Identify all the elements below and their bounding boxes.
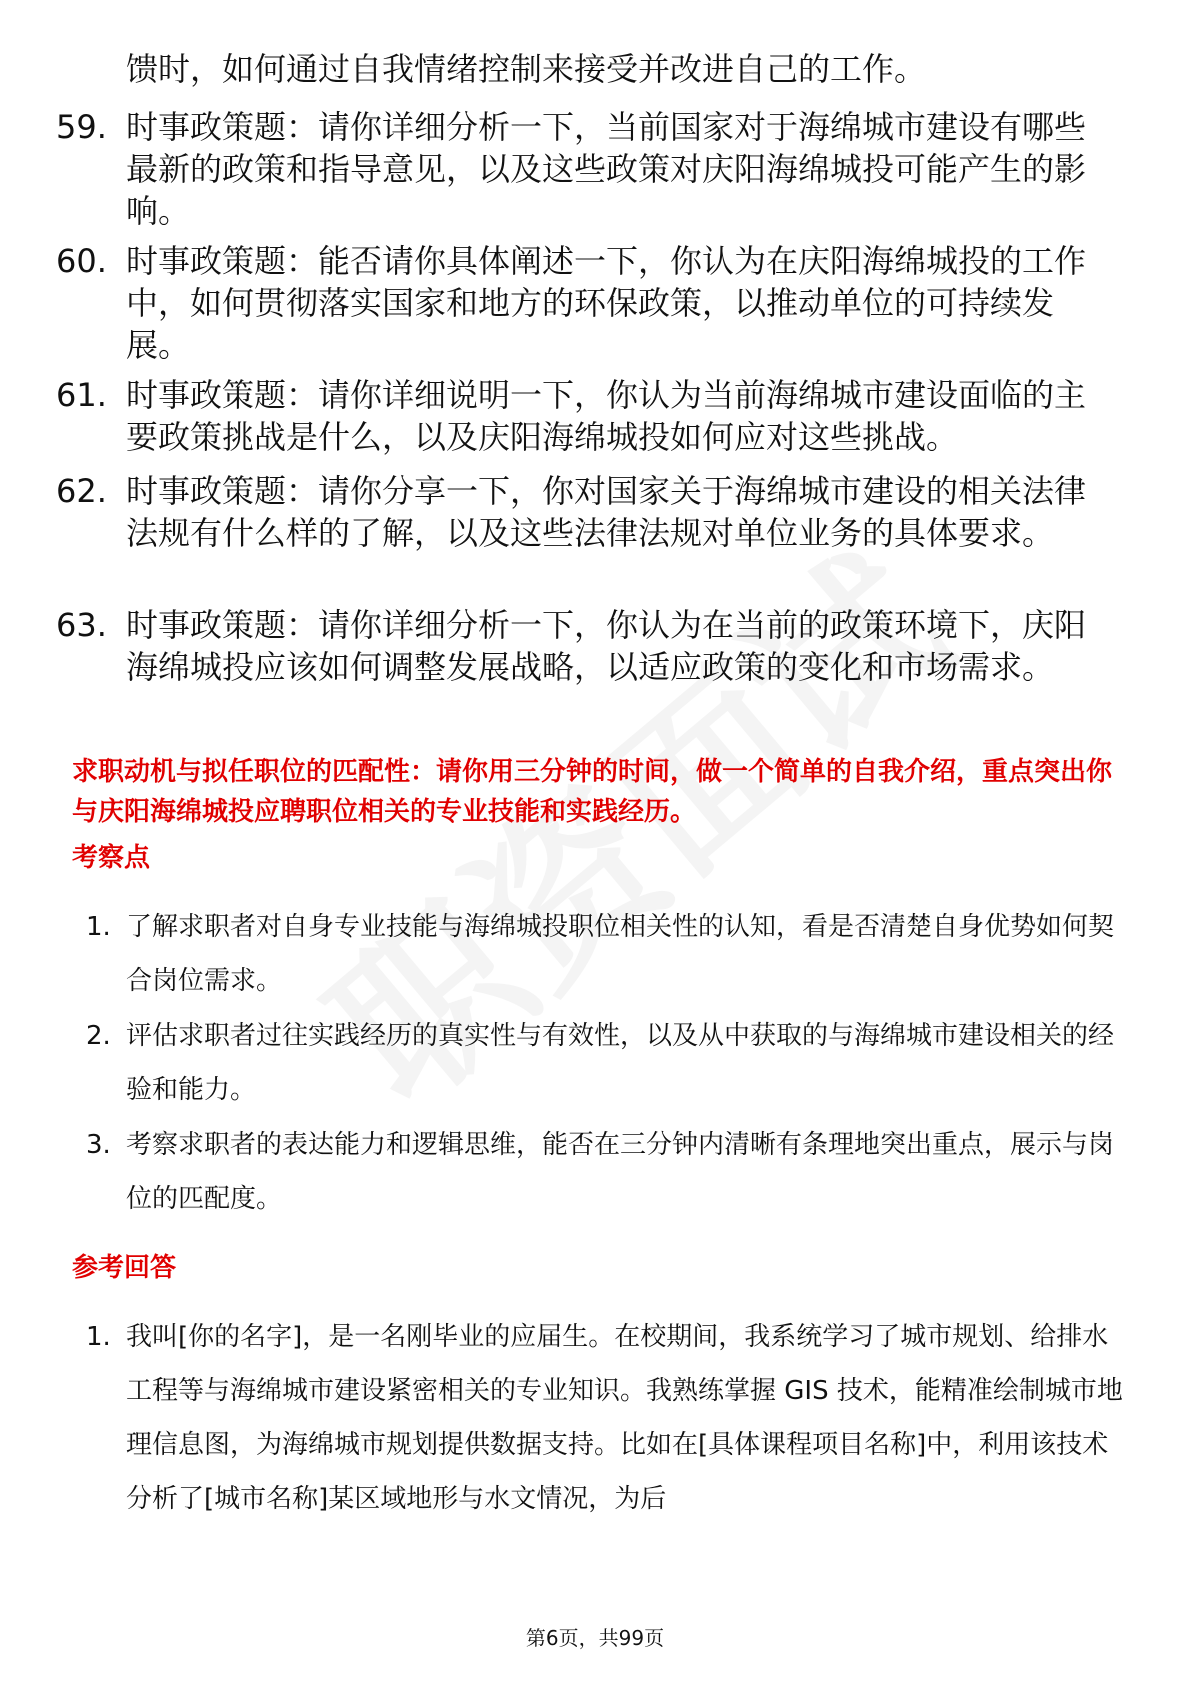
question-text: 时事政策题：请你详细分析一下，当前国家对于海绵城市建设有哪些最新的政策和指导意见，以及这些政策对庆阳海绵城投可能产生的影响。 bbox=[126, 108, 1087, 230]
question-number: 63. bbox=[56, 606, 107, 644]
question-number: 59. bbox=[56, 108, 107, 146]
question-item bbox=[56, 470, 1116, 554]
question-item bbox=[56, 374, 1116, 458]
question-text: 时事政策题：能否请你具体阐述一下，你认为在庆阳海绵城投的工作中，如何贯彻落实国家和地方的环保政策，以推动单位的可持续发展。 bbox=[126, 242, 1087, 364]
question-text: 时事政策题：请你分享一下，你对国家关于海绵城市建设的相关法律法规有什么样的了解，以及这些法律法规对单位业务的具体要求。 bbox=[126, 472, 1087, 552]
question-continuation: 馈时，如何通过自我情绪控制来接受并改进自己的工作。 bbox=[126, 50, 927, 88]
exam-point-item bbox=[86, 1118, 1126, 1226]
question-number: 62. bbox=[56, 472, 107, 510]
answer-text: 我叫[你的名字]，是一名刚毕业的应届生。在校期间，我系统学习了城市规划、给排水工程等与海绵城市建设紧密相关的专业知识。我熟练掌握 GIS 技术，能精准绘制城市地理信息图，为海绵城市规划提供数据支持。比如在[具体课程项目名称]中，利用该技术分析了[城市名称]某区域地形与水文情况，为后 bbox=[126, 1322, 1123, 1514]
exam-point-number: 3. bbox=[86, 1130, 111, 1160]
exam-point-number: 2. bbox=[86, 1021, 111, 1051]
question-number: 61. bbox=[56, 376, 107, 414]
page-footer: 第6页，共99页 bbox=[525, 1626, 665, 1650]
answer-item bbox=[86, 1310, 1126, 1526]
answer-number: 1. bbox=[86, 1322, 111, 1352]
exam-point-number: 1. bbox=[86, 912, 111, 942]
exam-points-heading: 考察点 bbox=[72, 843, 151, 873]
question-item bbox=[56, 604, 1116, 688]
question-item bbox=[56, 240, 1116, 366]
question-text: 时事政策题：请你详细分析一下，你认为在当前的政策环境下，庆阳海绵城投应该如何调整发展战略，以适应政策的变化和市场需求。 bbox=[126, 606, 1087, 686]
exam-point-item bbox=[86, 900, 1126, 1008]
answer-heading: 参考回答 bbox=[72, 1253, 177, 1283]
section-title: 求职动机与拟任职位的匹配性：请你用三分钟的时间，做一个简单的自我介绍，重点突出你与庆阳海绵城投应聘职位相关的专业技能和实践经历。 bbox=[72, 757, 1113, 827]
exam-point-text: 考察求职者的表达能力和逻辑思维，能否在三分钟内清晰有条理地突出重点，展示与岗位的匹配度。 bbox=[126, 1130, 1115, 1214]
question-text: 时事政策题：请你详细说明一下，你认为当前海绵城市建设面临的主要政策挑战是什么，以及庆阳海绵城投如何应对这些挑战。 bbox=[126, 376, 1087, 456]
exam-point-item bbox=[86, 1009, 1126, 1117]
exam-point-text: 评估求职者过往实践经历的真实性与有效性，以及从中获取的与海绵城市建设相关的经验和能力。 bbox=[126, 1021, 1115, 1105]
question-number: 60. bbox=[56, 242, 107, 280]
exam-point-text: 了解求职者对自身专业技能与海绵城投职位相关性的认知，看是否清楚自身优势如何契合岗位需求。 bbox=[126, 912, 1115, 996]
question-item bbox=[56, 106, 1116, 232]
